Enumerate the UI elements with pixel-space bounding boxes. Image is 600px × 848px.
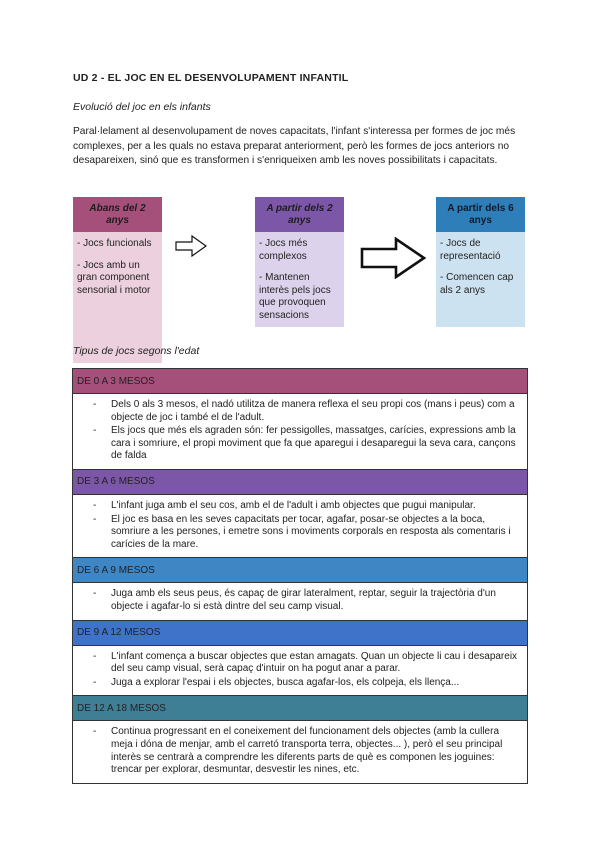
stage-title: A partir dels 2 anys [255, 197, 344, 232]
stage-item: - Mantenen interès pels jocs que provoquen sensacions [259, 272, 331, 321]
stage-before-2-years [73, 197, 162, 363]
stage-item: - Comencen cap als 2 anys [440, 272, 514, 296]
age-header: DE 12 A 18 MESOS [73, 696, 527, 721]
list-item: - El joc es basa en les seves capacitats per tocar, agafar, posar-se objectes a la boca, somriure a les persones, i emetre sons i moviments corporals en resposta als comentaris i carícies de la mare. [111, 514, 519, 552]
list-item: - L'infant juga amb el seu cos, amb el de l'adult i amb objectes que pugui manipular. [111, 500, 519, 513]
age-header: DE 0 A 3 MESOS [73, 369, 527, 394]
page-title: UD 2 - EL JOC EN EL DESENVOLUPAMENT INFANTIL [73, 72, 349, 84]
list-item: - Dels 0 als 3 mesos, el nadó utilitza de manera reflexa el seu propi cos (mans i peus) com a objecte de joc i també el de l'adult. [111, 399, 519, 424]
ages-table [72, 368, 528, 784]
stage-title: A partir dels 6 anys [436, 197, 525, 232]
age-body [73, 583, 527, 620]
stage-from-2-years [255, 197, 344, 327]
age-body [73, 646, 527, 697]
list-item: - Els jocs que més els agraden són: fer pessigolles, massatges, carícies, expressions amb la cara i somriure, el propi moviment que fa que aparegui i desaparegui la seva cara, cançons de falda [111, 425, 519, 463]
list-item: - Juga amb els seus peus, és capaç de girar lateralment, reptar, seguir la trajectòria d'un objecte i agafar-lo si està dintre del seu camp visual. [111, 588, 519, 613]
stage-item: - Jocs funcionals [77, 238, 152, 249]
stage-from-6-years [436, 197, 525, 327]
age-header: DE 3 A 6 MESOS [73, 470, 527, 495]
stage-title: Abans del 2 anys [73, 197, 162, 232]
age-header: DE 6 A 9 MESOS [73, 558, 527, 583]
arrow-right-icon [175, 235, 207, 257]
age-header: DE 9 A 12 MESOS [73, 621, 527, 646]
stage-body [255, 232, 344, 327]
age-body [73, 394, 527, 470]
list-item: - Continua progressant en el coneixement del funcionament dels objectes (amb la cullera meja i dóna de menjar, amb el carretó transporta terra, objectes... ), però el seu principal interès se centrarà a comprendre les diferents parts de què es componen les joguines: trencar per explorar, desmuntar, desvestir les nines, etc. [111, 726, 519, 776]
intro-paragraph: Paral·lelament al desenvolupament de noves capacitats, l'infant s'interessa per formes de joc més complexes, per a les quals no estava preparat anteriorment, però les formes de jocs anteriors no desapareixen, sinó que es transformen i s'enriqueixen amb les noves possibilitats i capacitats. [73, 126, 516, 167]
types-subtitle: Tipus de jocs segons l'edat [73, 345, 200, 357]
age-body [73, 495, 527, 558]
list-item: - L'infant comença a buscar objectes que estan amagats. Quan un objecte li cau i desapareix del seu camp visual, serà capaç d'intuir on ha pogut anar a parar. [111, 651, 519, 676]
stage-item: - Jocs de representació [440, 238, 501, 262]
list-item: - Juga a explorar l'espai i els objectes, busca agafar-los, els colpeja, els llença... [111, 677, 519, 690]
age-body [73, 721, 527, 782]
stage-body [73, 232, 162, 363]
stage-item: - Jocs amb un gran component sensorial i motor [77, 259, 151, 296]
big-arrow-right-icon [360, 237, 426, 279]
stage-body [436, 232, 525, 327]
section-subtitle: Evolució del joc en els infants [73, 101, 211, 113]
stage-item: - Jocs més complexos [259, 238, 308, 262]
